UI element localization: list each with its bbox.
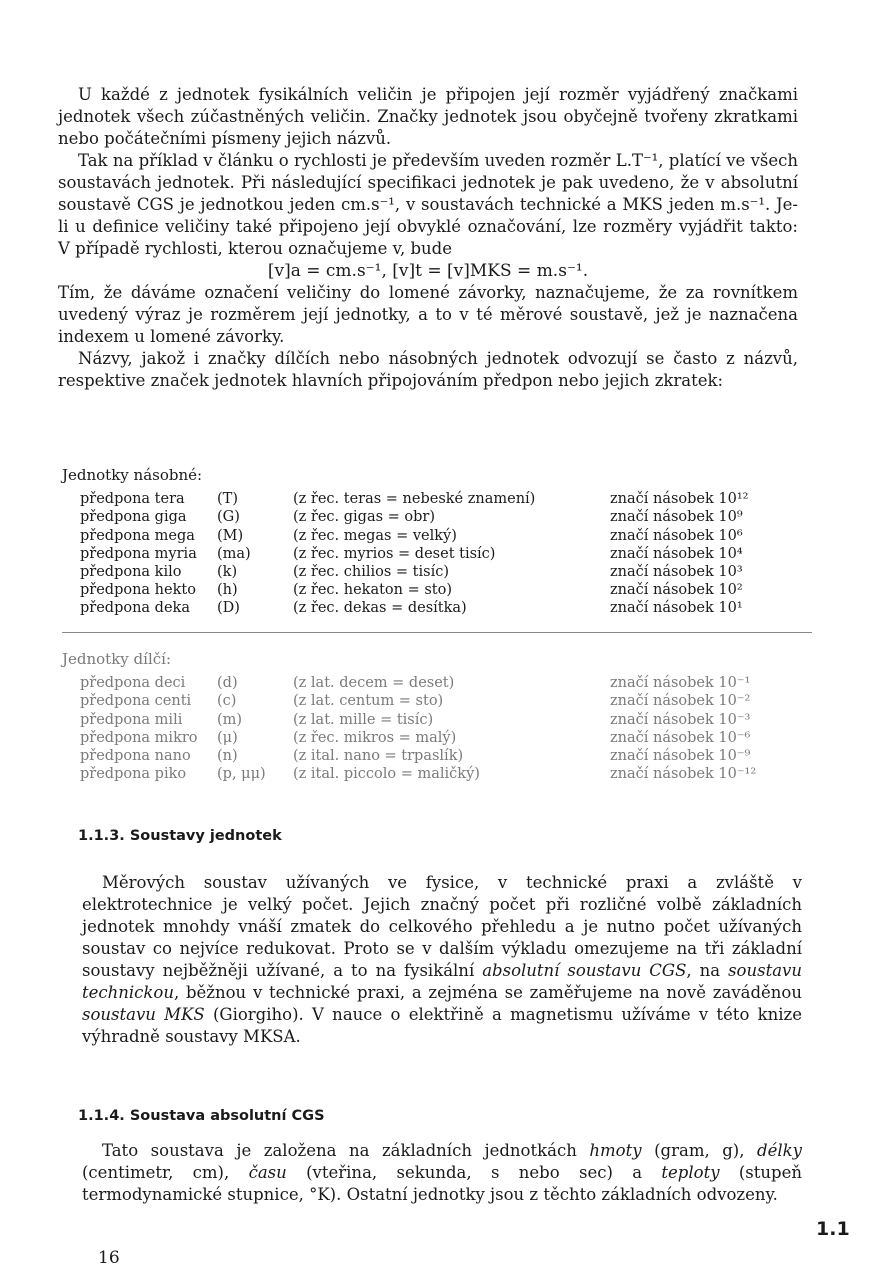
prefix-symbol: (μ): [217, 729, 238, 746]
multiples-table: [62, 466, 812, 618]
prefix-row: [62, 599, 812, 617]
prefix-meaning: značí násobek 10⁹: [610, 509, 743, 526]
intro-paragraph-3: Tím, že dáváme označení veličiny do lomené závorky, naznačujeme, že za rovnítkem uvedený výraz je rozměrem její jednotky, a to v té měrové soustavě, jež je naznačena indexem u lomené závorky.: [58, 283, 798, 346]
s114-emphasis-mass: hmoty: [589, 1141, 642, 1160]
prefix-row: [62, 545, 812, 563]
prefix-symbol: (c): [217, 693, 237, 710]
s113-text-a: Měrových soustav užívaných ve fysice, v technické praxi a zvláště v elektrotechnice je velký počet. Jejich značný počet při rozličné volbě základních jednotek mnohdy vnáší zmatek do celkového přehledu a je nutno počet užívaných soustav co nejvíce redukovat. Proto se v dalším výkladu omezujeme na tři základní soustavy nejběžněji užívané, a to na fysikální: [82, 873, 802, 980]
multiples-rows: [62, 490, 812, 617]
s114-emphasis-time: času: [248, 1163, 287, 1182]
s113-text-d: (Giorgiho). V nauce o elektřině a magnetismu užíváme v této knize výhradně soustavy MKSA.: [82, 1005, 802, 1046]
prefix-meaning: značí násobek 10²: [610, 582, 743, 599]
prefix-origin: (z lat. decem = deset): [293, 675, 455, 692]
prefix-name: předpona deci: [80, 675, 186, 692]
prefix-row: [62, 563, 812, 581]
prefix-name: předpona mikro: [80, 729, 198, 746]
prefix-meaning: značí násobek 10⁻¹: [610, 675, 751, 692]
submultiples-rows: [62, 674, 812, 783]
prefix-meaning: značí násobek 10⁻²: [610, 693, 751, 710]
submultiples-caption: Jednotky dílčí:: [62, 650, 171, 668]
prefix-origin: (z řec. mikros = malý): [293, 729, 457, 746]
prefix-row: [62, 508, 812, 526]
intro-paragraph-2: Tak na příklad v článku o rychlosti je především uveden rozměr L.T⁻¹, platící ve všech soustavách jednotek. Při následující specifikaci jednotek je pak uvedeno, že v absolutní soustavě CGS je jednotkou jeden cm.s⁻¹, v soustavách technické a MKS jeden m.s⁻¹. Je-li u definice veličiny také připojeno její obvyklé označování, lze rozměry vyjádřit takto: V případě rychlosti, kterou označujeme v, bude: [58, 151, 798, 258]
prefix-row: [62, 674, 812, 692]
section-1-1-4-text: [82, 1140, 802, 1206]
prefix-meaning: značí násobek 10⁻³: [610, 711, 751, 728]
prefix-origin: (z řec. chilios = tisíc): [293, 564, 449, 581]
intro-paragraph-1: U každé z jednotek fysikálních veličin je připojen její rozměr vyjádřený značkami jednotek všech zúčastněných veličin. Značky jednotek jsou obyčejně tvořeny zkratkami nebo počátečními písmeny jejich názvů.: [58, 85, 798, 148]
table-divider: [62, 632, 812, 633]
prefix-origin: (z řec. teras = nebeské znamení): [293, 491, 536, 508]
prefix-meaning: značí násobek 10¹²: [610, 491, 749, 508]
s114-text-d: (vteřina, sekunda, s nebo sec) a: [286, 1163, 662, 1182]
prefix-meaning: značí násobek 10¹: [610, 600, 743, 617]
prefix-meaning: značí násobek 10⁶: [610, 527, 743, 544]
prefix-row: [62, 747, 812, 765]
prefix-origin: (z řec. megas = velký): [293, 527, 457, 544]
prefix-meaning: značí násobek 10⁻⁶: [610, 729, 751, 746]
prefix-row: [62, 729, 812, 747]
s113-text-b: , na: [686, 961, 729, 980]
s113-text-c: , běžnou v technické praxi, a zejména se zaměřujeme na nově zaváděnou: [173, 983, 802, 1002]
multiples-caption: Jednotky násobné:: [62, 466, 203, 484]
prefix-origin: (z ital. piccolo = maličký): [293, 766, 480, 783]
prefix-row: [62, 490, 812, 508]
section-1-1-3-paragraph: [82, 872, 802, 1048]
prefix-symbol: (ma): [217, 545, 251, 562]
prefix-symbol: (T): [217, 491, 238, 508]
section-1-1-3-heading: 1.1.3. Soustavy jednotek: [78, 828, 282, 844]
prefix-name: předpona centi: [80, 693, 192, 710]
prefix-meaning: značí násobek 10⁴: [610, 545, 743, 562]
prefix-meaning: značí násobek 10⁻⁹: [610, 748, 751, 765]
section-1-1-4-heading: 1.1.4. Soustava absolutní CGS: [78, 1108, 325, 1124]
prefix-symbol: (n): [217, 748, 238, 765]
prefix-symbol: (D): [217, 600, 240, 617]
prefix-origin: (z řec. gigas = obr): [293, 509, 436, 526]
prefix-symbol: (M): [217, 527, 244, 544]
s114-text-e: (stupeň termodynamické stupnice, °K). Ostatní jednotky jsou z těchto základních odvozeny.: [82, 1163, 802, 1204]
prefix-origin: (z řec. myrios = deset tisíc): [293, 545, 496, 562]
prefix-origin: (z lat. mille = tisíc): [293, 711, 434, 728]
prefix-symbol: (d): [217, 675, 238, 692]
prefix-name: předpona kilo: [80, 564, 182, 581]
prefix-name: předpona mili: [80, 711, 183, 728]
prefix-row: [62, 765, 812, 783]
prefix-row: [62, 692, 812, 710]
prefix-symbol: (G): [217, 509, 240, 526]
prefix-origin: (z řec. hekaton = sto): [293, 582, 453, 599]
dimension-formula: [v]a = cm.s⁻¹, [v]t = [v]MKS = m.s⁻¹.: [267, 261, 589, 281]
prefix-meaning: značí násobek 10³: [610, 564, 743, 581]
s113-emphasis-cgs: absolutní soustavu CGS: [482, 961, 687, 980]
prefix-meaning: značí násobek 10⁻¹²: [610, 766, 757, 783]
prefix-symbol: (h): [217, 582, 238, 599]
s113-emphasis-mks: soustavu MKS: [82, 1005, 205, 1024]
prefix-name: předpona nano: [80, 748, 191, 765]
prefix-row: [62, 527, 812, 545]
prefix-row: [62, 711, 812, 729]
prefix-name: předpona hekto: [80, 582, 196, 599]
s113-emphasis-technical: soustavu technickou: [82, 961, 803, 1002]
prefix-name: předpona tera: [80, 491, 185, 508]
prefix-symbol: (m): [217, 711, 243, 728]
prefix-name: předpona piko: [80, 766, 187, 783]
prefix-symbol: (k): [217, 564, 238, 581]
intro-text: [58, 84, 798, 392]
submultiples-table: [62, 650, 812, 783]
prefix-symbol: (p, μμ): [217, 766, 266, 783]
prefix-name: předpona mega: [80, 527, 195, 544]
prefix-name: předpona myria: [80, 545, 197, 562]
prefix-origin: (z řec. dekas = desítka): [293, 600, 467, 617]
section-1-1-4-paragraph: [82, 1140, 802, 1206]
prefix-name: předpona giga: [80, 509, 187, 526]
prefix-name: předpona deka: [80, 600, 190, 617]
prefix-row: [62, 581, 812, 599]
s114-text-b: (gram, g),: [641, 1141, 758, 1160]
s114-emphasis-temperature: teploty: [661, 1163, 720, 1182]
prefix-origin: (z lat. centum = sto): [293, 693, 444, 710]
s114-emphasis-length: délky: [757, 1141, 802, 1160]
intro-paragraph-4: Názvy, jakož i značky dílčích nebo násobných jednotek odvozují se často z názvů, respektive značek jednotek hlavních připojováním předpon nebo jejich zkratek:: [58, 349, 798, 390]
section-1-1-3-text: [82, 872, 802, 1048]
prefix-origin: (z ital. nano = trpaslík): [293, 748, 464, 765]
section-marker: 1.1: [816, 1218, 850, 1240]
page-number: 16: [98, 1248, 120, 1268]
s114-text-c: (centimetr, cm),: [82, 1163, 249, 1182]
s114-text-a: Tato soustava je založena na základních jednotkách: [102, 1141, 590, 1160]
